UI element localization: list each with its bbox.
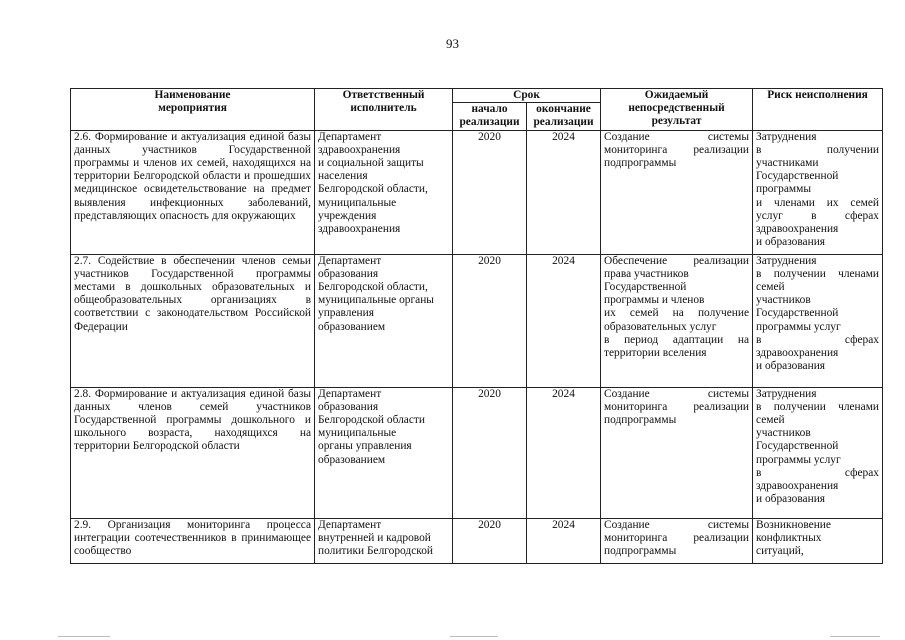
header-responsible: Ответственный исполнитель (315, 89, 453, 131)
page-number: 93 (446, 36, 459, 51)
header-measure: Наименование мероприятия (71, 89, 315, 131)
cell-measure: 2.6. Формирование и актуализация единой базы данных участников Государственной программы и членов их семей, находящихся на территории Белгородской области и прошедших медицинское освидетельствование на предмет выявления инфекционных заболеваний, представляющих опасность для окружающих (71, 130, 315, 254)
cell-risk: Возникновение конфликтных ситуаций, (753, 518, 883, 563)
cell-risk: Затруднения в получении участниками Государственной программы и членами их семей услуг в сферах здравоохранения и образования (753, 130, 883, 254)
table-row (71, 518, 883, 563)
header-end: окончание реализации (527, 103, 601, 130)
header-result: Ожидаемый непосредственный результат (601, 89, 753, 131)
cell-responsible: Департамент внутренней и кадровой политики Белгородской (315, 518, 453, 563)
table-row (71, 387, 883, 518)
cell-start: 2020 (453, 130, 527, 254)
table-row (71, 130, 883, 254)
cell-risk: Затруднения в получении членами семей участников Государственной программы услуг в сферах здравоохранения и образования (753, 387, 883, 518)
cell-end: 2024 (527, 254, 601, 387)
cell-result: Создание системы мониторинга реализации подпрограммы (601, 387, 753, 518)
table-header-row (71, 89, 883, 103)
cell-result: Создание системы мониторинга реализации подпрограммы (601, 518, 753, 563)
cell-end: 2024 (527, 130, 601, 254)
cell-result: Создание системы мониторинга реализации подпрограммы (601, 130, 753, 254)
cell-start: 2020 (453, 387, 527, 518)
scan-edge-line (58, 636, 110, 637)
cell-responsible: Департамент здравоохранения и социальной защиты населения Белгородской области, муниципальные учреждения здравоохранения (315, 130, 453, 254)
header-risk: Риск неисполнения (753, 89, 883, 131)
cell-measure: 2.9. Организация мониторинга процесса интеграции соотечественников в принимающее сообщество (71, 518, 315, 563)
cell-end: 2024 (527, 387, 601, 518)
scan-edge-line (450, 636, 498, 637)
measures-table (70, 88, 883, 564)
table-row (71, 254, 883, 387)
header-start: начало реализации (453, 103, 527, 130)
cell-result: Обеспечение реализации права участников Государственной программы и членов их семей на получение образовательных услуг в период адаптации на территории вселения (601, 254, 753, 387)
cell-end: 2024 (527, 518, 601, 563)
header-term: Срок (453, 89, 601, 103)
cell-start: 2020 (453, 518, 527, 563)
cell-risk: Затруднения в получении членами семей участников Государственной программы услуг в сферах здравоохранения и образования (753, 254, 883, 387)
scan-edge-line (830, 636, 880, 637)
cell-measure: 2.7. Содействие в обеспечении членов семьи участников Государственной программы местами в дошкольных образовательных и общеобразовательных организациях в соответствии с законодательством Российской Федерации (71, 254, 315, 387)
cell-measure: 2.8. Формирование и актуализация единой базы данных членов семей участников Государственной программы дошкольного и школьного возраста, находящихся на территории Белгородской области (71, 387, 315, 518)
cell-responsible: Департамент образования Белгородской области, муниципальные органы управления образованием (315, 254, 453, 387)
cell-responsible: Департамент образования Белгородской области муниципальные органы управления образованием (315, 387, 453, 518)
cell-start: 2020 (453, 254, 527, 387)
